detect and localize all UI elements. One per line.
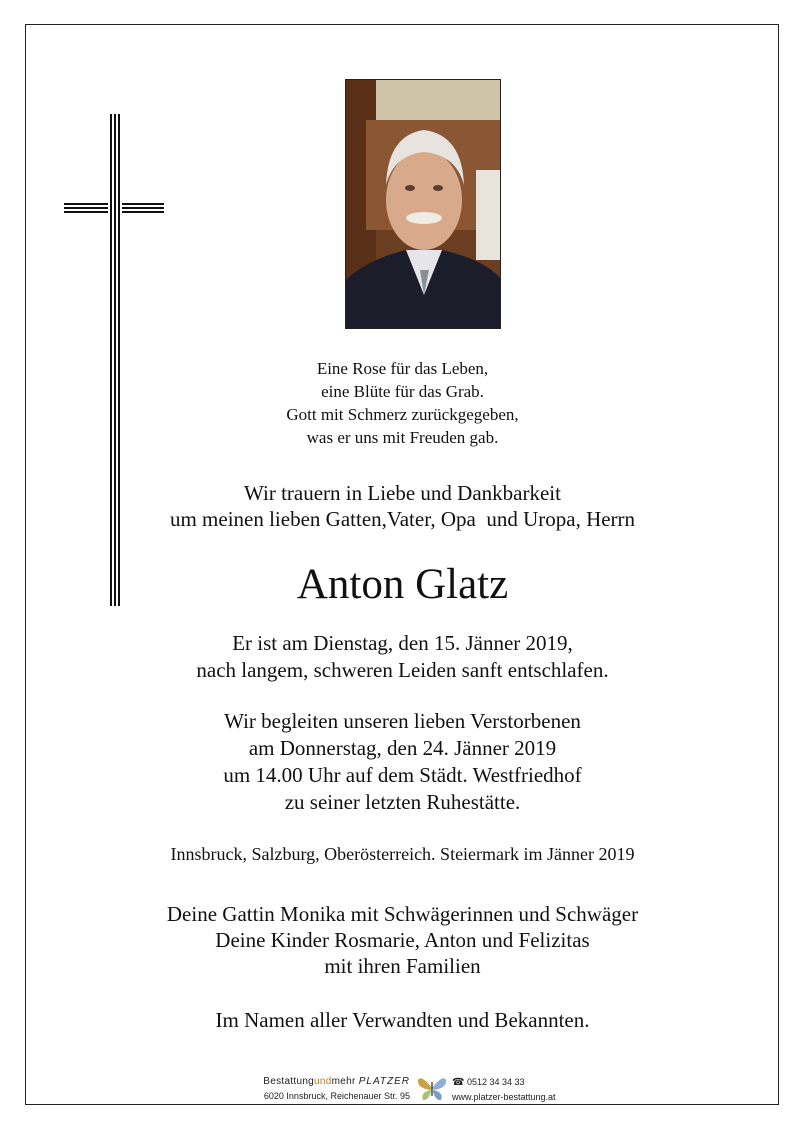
funeral-line: Wir begleiten unseren lieben Verstorbenen (224, 709, 581, 733)
funeral-home-brand (240, 1075, 410, 1089)
brand-part: und (314, 1076, 332, 1087)
phone-icon: ☎ (452, 1077, 465, 1088)
funeral-details (0, 708, 805, 816)
family-line: Deine Gattin Monika mit Schwägerinnen und Schwäger (166, 902, 639, 926)
deceased-name: Anton Glatz (296, 561, 509, 608)
funeral-line: zu seiner letzten Ruhestätte. (284, 790, 521, 814)
death-line: Er ist am Dienstag, den 15. Jänner 2019, (232, 631, 573, 655)
intro-text (0, 480, 805, 532)
family-line: mit ihren Familien (324, 954, 481, 978)
poem-line: was er uns mit Freuden gab. (306, 428, 499, 447)
death-notice (0, 630, 805, 684)
intro-line: um meinen lieben Gatten,Vater, Opa und Uropa, Herrn (169, 507, 636, 531)
contact-info (452, 1075, 602, 1104)
family-line: Deine Kinder Rosmarie, Anton und Felizitas (215, 928, 590, 952)
funeral-line: am Donnerstag, den 24. Jänner 2019 (248, 736, 557, 760)
funeral-home-info (240, 1075, 410, 1103)
footer (0, 1075, 805, 1107)
brand-part: PLATZER (358, 1076, 410, 1087)
funeral-home-address: 6020 Innsbruck, Reichenauer Str. 95 (263, 1091, 410, 1101)
portrait-photo (345, 79, 501, 329)
butterfly-icon (417, 1074, 447, 1102)
death-line: nach langem, schweren Leiden sanft entschlafen. (196, 658, 609, 682)
brand-part: Bestattung (263, 1076, 315, 1087)
brand-part: mehr (331, 1076, 356, 1087)
poem (0, 357, 805, 449)
phone-row (452, 1075, 602, 1090)
poem-line: Gott mit Schmerz zurückgegeben, (286, 405, 519, 424)
intro-line: Wir trauern in Liebe und Dankbarkeit (244, 481, 561, 505)
closing-line: Im Namen aller Verwandten und Bekannten. (215, 1008, 590, 1032)
places-date: Innsbruck, Salzburg, Oberösterreich. Steiermark im Jänner 2019 (170, 844, 635, 864)
poem-line: Eine Rose für das Leben, (316, 359, 489, 378)
funeral-line: um 14.00 Uhr auf dem Städt. Westfriedhof (223, 763, 582, 787)
poem-line: eine Blüte für das Grab. (321, 382, 484, 401)
website-link[interactable]: www.platzer-bestattung.at (452, 1092, 556, 1102)
family-mourners (0, 901, 805, 979)
phone-number: 0512 34 34 33 (466, 1077, 525, 1087)
